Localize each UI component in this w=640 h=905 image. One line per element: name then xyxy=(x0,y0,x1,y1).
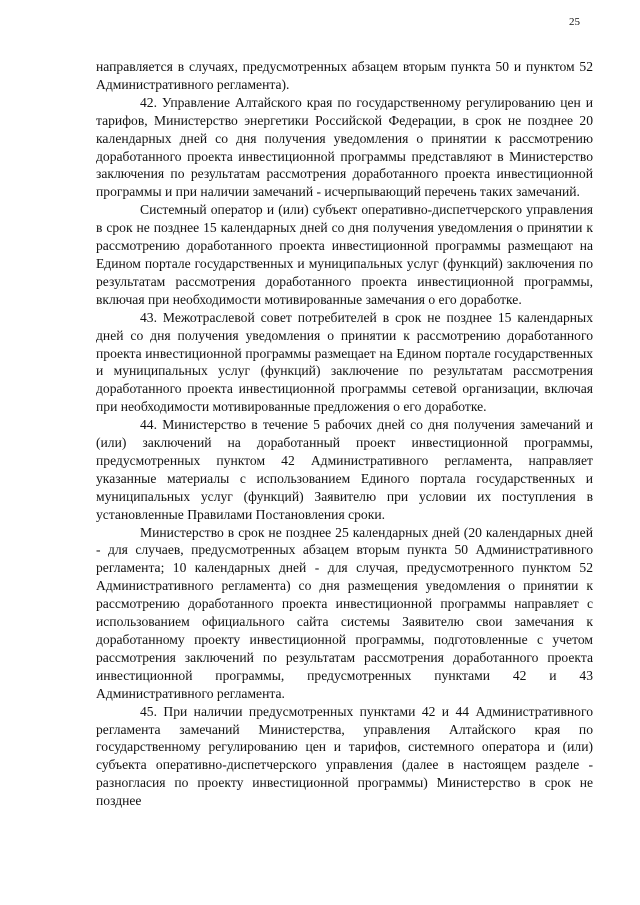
paragraph-continuation: направляется в случаях, предусмотренных абзацем вторым пункта 50 и пунктом 52 Административного регламента). xyxy=(96,59,593,92)
paragraph-item-42: 42. Управление Алтайского края по государственному регулированию цен и тарифов, Министерство энергетики Российской Федерации, в срок не позднее 20 календарных дней со дня получения уведомления о принятии к рассмотрению доработанного проекта инвестиционной программы представляют в Министерство заключения по результатам рассмотрения доработанного проекта инвестиционной программы и при наличии замечаний - исчерпывающий перечень таких замечаний. xyxy=(96,94,593,200)
paragraph-item-45: 45. При наличии предусмотренных пунктами 42 и 44 Административного регламента замечаний Министерства, управления Алтайского края по государственному регулированию цен и тарифов, системного оператора и (или) субъекта оперативно-диспетчерского управления (далее в настоящем разделе - разногласия по проекту инвестиционной программы) Министерство в срок не позднее xyxy=(96,703,593,809)
paragraph-item-44: 44. Министерство в течение 5 рабочих дней со дня получения замечаний и (или) заключений на доработанный проект инвестиционной программы, предусмотренных пунктом 42 Административного регламента, направляет указанные материалы с использованием Единого портала государственных и муниципальных услуг (функций) Заявителю при условии их поступления в установленные Правилами Постановления сроки. xyxy=(96,417,593,522)
paragraph-item-43: 43. Межотраслевой совет потребителей в срок не позднее 15 календарных дней со дня получения уведомления о принятии к рассмотрению доработанного проекта инвестиционной программы размещает на Едином портале государственных и муниципальных услуг (функций) заключение по результатам рассмотрения доработанного проекта инвестиционной программы сетевой организации, включая при необходимости мотивированные предложения о его доработке. xyxy=(96,309,593,415)
paragraph-system-operator: Системный оператор и (или) субъект оперативно-диспетчерского управления в срок не позднее 15 календарных дней со дня получения уведомления о принятии к рассмотрению доработанного проекта инвестиционной программы размещают на Едином портале государственных и муниципальных услуг (функций) заключения по результатам рассмотрения доработанного проекта инвестиционной программы, включая при необходимости мотивированные замечания о его доработке. xyxy=(96,202,593,307)
paragraph-ministry-deadline: Министерство в срок не позднее 25 календарных дней (20 календарных дней - для случаев, предусмотренных абзацем вторым пункта 50 Административного регламента; 10 календарных дней - для случая, предусмотренного пунктом 52 Административного регламента) со дня размещения уведомления о принятии к рассмотрению доработанного проекта инвестиционной программы направляет с использованием официального сайта системы Заявителю свои замечания к доработанному проекту инвестиционной программы, подготовленные с учетом рассмотрения заключений по результатам рассмотрения доработанного проекта инвестиционной программы, предусмотренных пунктами 42 и 43 Административного регламента. xyxy=(96,524,593,701)
document-body xyxy=(96,58,593,810)
page-number: 25 xyxy=(569,16,580,28)
